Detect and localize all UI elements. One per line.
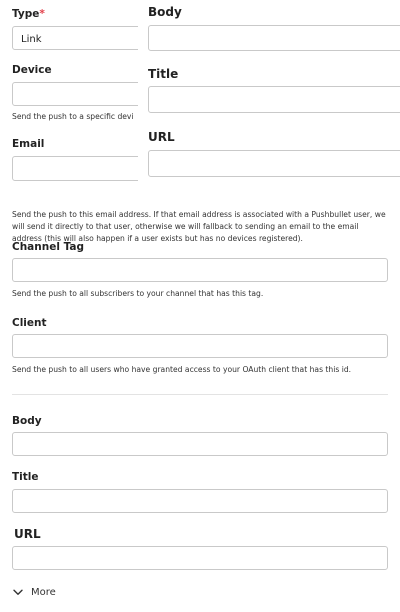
email-help-line: address (this will also happen if a user exists but has no devices registered). (12, 234, 303, 243)
channel-tag-input[interactable] (12, 258, 388, 282)
required-mark: * (39, 8, 45, 20)
email-help-line: Send the push to this email address. If that email address is associated with a Pushbullet user, we (12, 210, 386, 219)
device-label: Device (12, 64, 52, 76)
overlay-body-label: Body (148, 5, 182, 19)
email-help-text (12, 209, 396, 245)
overlay-body-input[interactable] (148, 25, 400, 51)
type-select-value: Link (21, 34, 42, 45)
overlay-title-input[interactable] (148, 86, 400, 113)
email-help-line: will send it directly to that user, otherwise we will fallback to sending an email to the email (12, 222, 359, 231)
channel-tag-label: Channel Tag (12, 241, 85, 253)
section-divider (12, 394, 388, 395)
chevron-down-icon (13, 589, 23, 596)
type-label (12, 8, 45, 20)
title-input[interactable] (12, 489, 388, 513)
title-label: Title (12, 471, 39, 483)
type-label-text: Type (12, 8, 40, 20)
email-label: Email (12, 138, 45, 150)
overlay-title-label: Title (148, 67, 179, 81)
more-toggle[interactable] (13, 585, 56, 599)
more-label: More (31, 586, 56, 598)
client-help-text: Send the push to all users who have granted access to your OAuth client that has this id. (12, 365, 352, 374)
url-label: URL (14, 527, 41, 541)
overlay-panel (138, 0, 400, 196)
overlay-url-input[interactable] (148, 150, 400, 177)
url-input[interactable] (12, 546, 388, 570)
overlay-url-label: URL (148, 130, 175, 144)
client-input[interactable] (12, 334, 388, 358)
body-label: Body (12, 415, 42, 427)
channel-tag-help-text: Send the push to all subscribers to your channel that has this tag. (12, 289, 264, 298)
client-label: Client (12, 317, 47, 329)
device-help-text: Send the push to a specific devi (12, 112, 134, 121)
body-input[interactable] (12, 432, 388, 456)
